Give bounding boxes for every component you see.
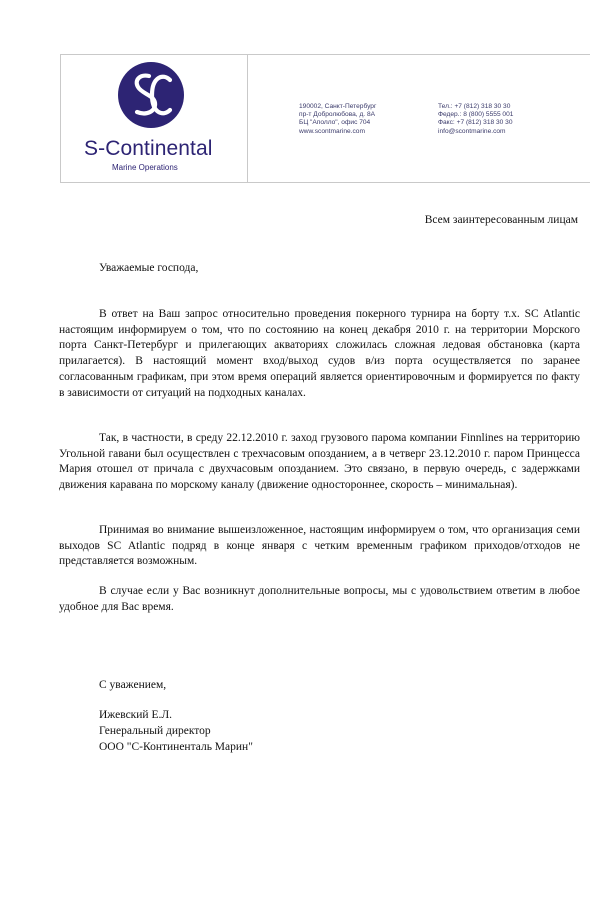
letter-paragraph: Принимая во внимание вышеизложенное, настоящим информируем о том, что организация семи выходов SC Atlantic подряд в конце января с четким временным графиком приходов/отходов не представляется возможным. <box>59 524 580 568</box>
salutation: Уважаемые господа, <box>99 262 199 274</box>
letter-paragraph: В ответ на Ваш запрос относительно проведения покерного турнира на борту т.х. SC Atlantic настоящим информируем о том, что по состоянию на конец декабря 2010 г. на территории Морского порта Санкт-Петербург и прилегающих акваториях сложилась сложная ледовая обстановка (карта прилагается). В настоящий момент вход/выход судов в/из порта осуществляется по заранее согласованным графикам, при этом время операций является ориентировочным и формируется по факту в зависимости от ситуаций на подходных каналах. <box>59 308 580 399</box>
phone-line: Тел.: +7 (812) 318 30 30 <box>438 103 511 110</box>
address-line: БЦ "Аполло", офис 704 <box>299 119 371 127</box>
header-divider-left <box>60 54 61 183</box>
letter-paragraph: В случае если у Вас возникнут дополнительные вопросы, мы с удовольствием ответим в любое удобное для Вас время. <box>59 585 580 613</box>
recipient-line: Всем заинтересованным лицам <box>424 214 578 226</box>
company-subtitle: Marine Operations <box>112 163 178 172</box>
signatory-position: Генеральный директор <box>99 725 211 737</box>
letter-paragraph: Так, в частности, в среду 22.12.2010 г. заход грузового парома компании Finnlines на территорию Угольной гавани был осуществлен с трехчасовым опозданием, а в четверг 23.12.2010 г. паром Принцесса Мария отошел от причала с двухчасовым опозданием. Это связано, в первую очередь, с задержками движения каравана по морскому каналу (движение одностороннее, скорость – минимальная). <box>59 432 580 492</box>
closing-phrase: С уважением, <box>99 679 167 691</box>
address-line: пр-т Добролюбова, д. 8А <box>299 111 376 119</box>
company-name: S-Continental <box>84 137 213 160</box>
signatory-company: ООО "С-Континенталь Марин" <box>99 741 253 753</box>
email-link[interactable]: info@scontmarine.com <box>438 127 506 135</box>
header-divider-top <box>60 54 590 55</box>
company-contacts <box>438 103 513 136</box>
signatory-name: Ижевский Е.Л. <box>99 709 173 721</box>
company-address <box>299 103 376 136</box>
federal-phone-line: Федер.: 8 (800) 5555 001 <box>438 111 514 119</box>
company-logo-icon <box>118 62 184 128</box>
header-divider-middle <box>247 54 248 183</box>
header-divider-bottom <box>60 182 590 183</box>
address-line: 190002, Санкт-Петербург <box>299 103 377 110</box>
fax-line: Факс: +7 (812) 318 30 30 <box>438 119 513 127</box>
website-link[interactable]: www.scontmarine.com <box>299 127 365 135</box>
